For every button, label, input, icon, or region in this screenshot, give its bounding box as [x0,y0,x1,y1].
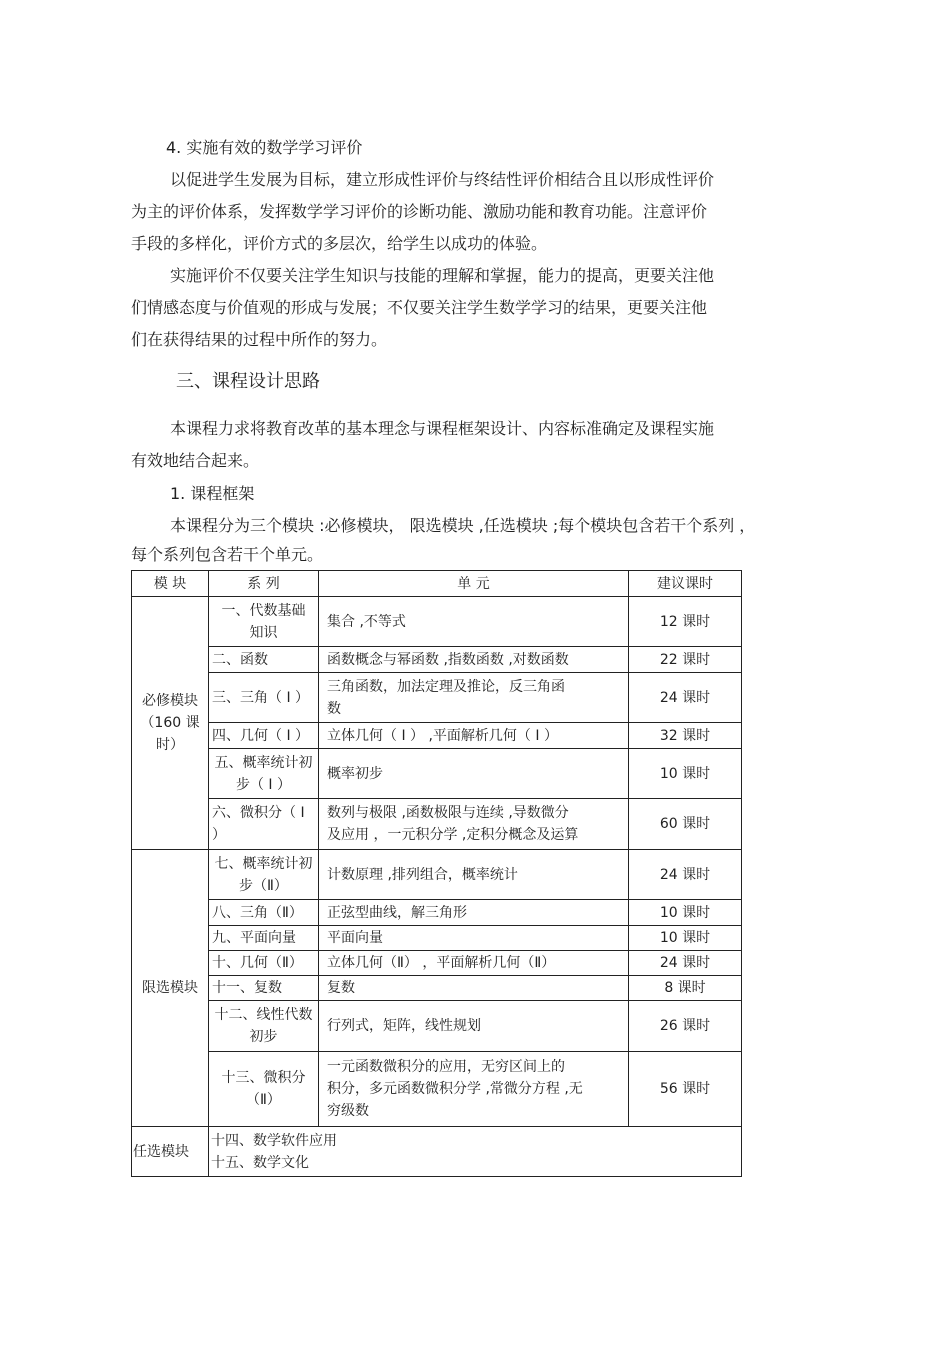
module-required-line: 必修模块 [142,693,198,709]
unit-line: 三角函数，加法定理及推论，反三角函 [327,678,565,695]
series-cell [209,1001,319,1052]
course-framework-table [131,570,742,1177]
hours-cell: 22 课时 [629,647,742,673]
section-3-title: 三、课程设计思路 [176,371,320,392]
module-limited: 限选模块 [132,850,209,1127]
unit-cell: 概率初步 [319,749,629,799]
header-unit: 单 元 [319,571,629,597]
series-line: 七、概率统计初 [214,855,313,872]
series-cell: 四、几何（ I ） [209,723,319,749]
module-elective: 任选模块 [132,1127,209,1177]
header-module: 模 块 [132,571,209,597]
heading-1: 1. 课程框架 [170,484,255,503]
series-line: 步（Ⅱ） [239,877,288,894]
unit-line: 集合 ,不等式 [327,613,406,630]
series-line: 一、代数基础 [221,602,306,619]
hours-cell: 24 课时 [629,850,742,900]
unit-cell [319,1052,629,1127]
table-row [132,1001,742,1052]
table-row [132,850,742,900]
series-cell: 九、平面向量 [209,926,319,951]
unit-cell: 正弦型曲线，解三角形 [319,900,629,926]
paragraph-2-line-2: 们情感态度与价值观的形成与发展；不仅要关注学生数学学习的结果，更要关注他 [131,298,708,317]
series-line: 知识 [249,624,278,641]
hours-cell: 24 课时 [629,951,742,976]
series-cell: 十一、复数 [209,976,319,1001]
hours-cell: 60 课时 [629,799,742,850]
table-row [132,951,742,976]
series-cell: 六、微积分（ I ） [209,799,319,850]
elective-series-item: 十五、数学文化 [211,1154,309,1171]
paragraph-4-line-2: 每个系列包含若干个单元。 [131,545,324,564]
hours-cell: 26 课时 [629,1001,742,1052]
unit-cell: 行列式，矩阵，线性规划 [319,1001,629,1052]
series-cell: 三、三角（ I ） [209,673,319,723]
header-hours: 建议课时 [629,571,742,597]
table-row [132,723,742,749]
table-row [132,597,742,647]
table-row [132,926,742,951]
unit-line: 数 [327,700,341,717]
unit-cell: 计数原理 ,排列组合，概率统计 [319,850,629,900]
unit-line: 数列与极限 ,函数极限与连续 ,导数微分 [327,805,569,821]
paragraph-2-line-3: 们在获得结果的过程中所作的努力。 [131,330,388,349]
paragraph-3-line-1: 本课程力求将教育改革的基本理念与课程框架设计、内容标准确定及课程实施 [170,419,715,438]
series-cell [209,850,319,900]
unit-cell: 立体几何（Ⅱ） ，平面解析几何（Ⅱ） [319,951,629,976]
paragraph-1-line-1: 以促进学生发展为目标，建立形成性评价与终结性评价相结合且以形成性评价 [170,170,715,189]
series-cell: 十、几何（Ⅱ） [209,951,319,976]
series-cell [209,597,319,647]
hours-cell: 10 课时 [629,900,742,926]
paragraph-1-line-2: 为主的评价体系，发挥数学学习评价的诊断功能、激励功能和教育功能。注意评价 [131,202,708,221]
unit-cell: 函数概念与幂函数 ,指数函数 ,对数函数 [319,647,629,673]
unit-line: 一元函数微积分的应用，无穷区间上的 [327,1059,565,1075]
unit-line: 积分，多元函数微积分学 ,常微分方程 ,无 [327,1081,583,1097]
table-row [132,799,742,850]
unit-line: 及应用 ，一元积分学 ,定积分概念及运算 [327,827,579,843]
paragraph-1-line-3: 手段的多样化，评价方式的多层次，给学生以成功的体验。 [131,234,548,253]
elective-series-cell [209,1127,742,1177]
series-line: 步（ I ） [235,776,292,793]
series-cell [209,1052,319,1127]
hours-cell: 32 课时 [629,723,742,749]
series-cell [209,749,319,799]
elective-series-item: 十四、数学软件应用 [211,1132,337,1149]
table-row-elective [132,1127,742,1177]
paragraph-3-line-2: 有效地结合起来。 [131,451,260,470]
unit-cell: 立体几何（ I ） ,平面解析几何（ I ） [319,723,629,749]
paragraph-4-line-1: 本课程分为三个模块 :必修模块， 限选模块 ,任选模块 ;每个模块包含若干个系列 ， [170,516,756,535]
module-required [132,597,209,850]
table-row [132,900,742,926]
hours-cell: 24 课时 [629,673,742,723]
table-header-row [132,571,742,597]
module-required-line: （160 课 [140,715,200,731]
table-row [132,647,742,673]
series-line: 初步 [249,1029,278,1045]
header-series: 系 列 [209,571,319,597]
series-line: 十三、微积分 [221,1070,306,1086]
table-row [132,1052,742,1127]
heading-4: 4. 实施有效的数学学习评价 [166,138,363,157]
table-row [132,976,742,1001]
table-row [132,749,742,799]
module-required-line: 时） [156,737,184,753]
unit-cell: 平面向量 [319,926,629,951]
hours-cell: 10 课时 [629,926,742,951]
series-line: 十二、线性代数 [214,1007,313,1023]
unit-line: 穷级数 [327,1103,369,1119]
hours-cell: 56 课时 [629,1052,742,1127]
paragraph-2-line-1: 实施评价不仅要关注学生知识与技能的理解和掌握，能力的提高，更要关注他 [170,266,715,285]
unit-cell [319,799,629,850]
unit-cell [319,597,629,647]
hours-cell: 10 课时 [629,749,742,799]
series-cell: 二、函数 [209,647,319,673]
hours-cell: 12 课时 [629,597,742,647]
hours-cell: 8 课时 [629,976,742,1001]
unit-cell: 复数 [319,976,629,1001]
series-line: 五、概率统计初 [214,754,313,771]
unit-cell [319,673,629,723]
table-row [132,673,742,723]
series-line: （Ⅱ） [246,1092,281,1108]
series-cell: 八、三角（Ⅱ） [209,900,319,926]
